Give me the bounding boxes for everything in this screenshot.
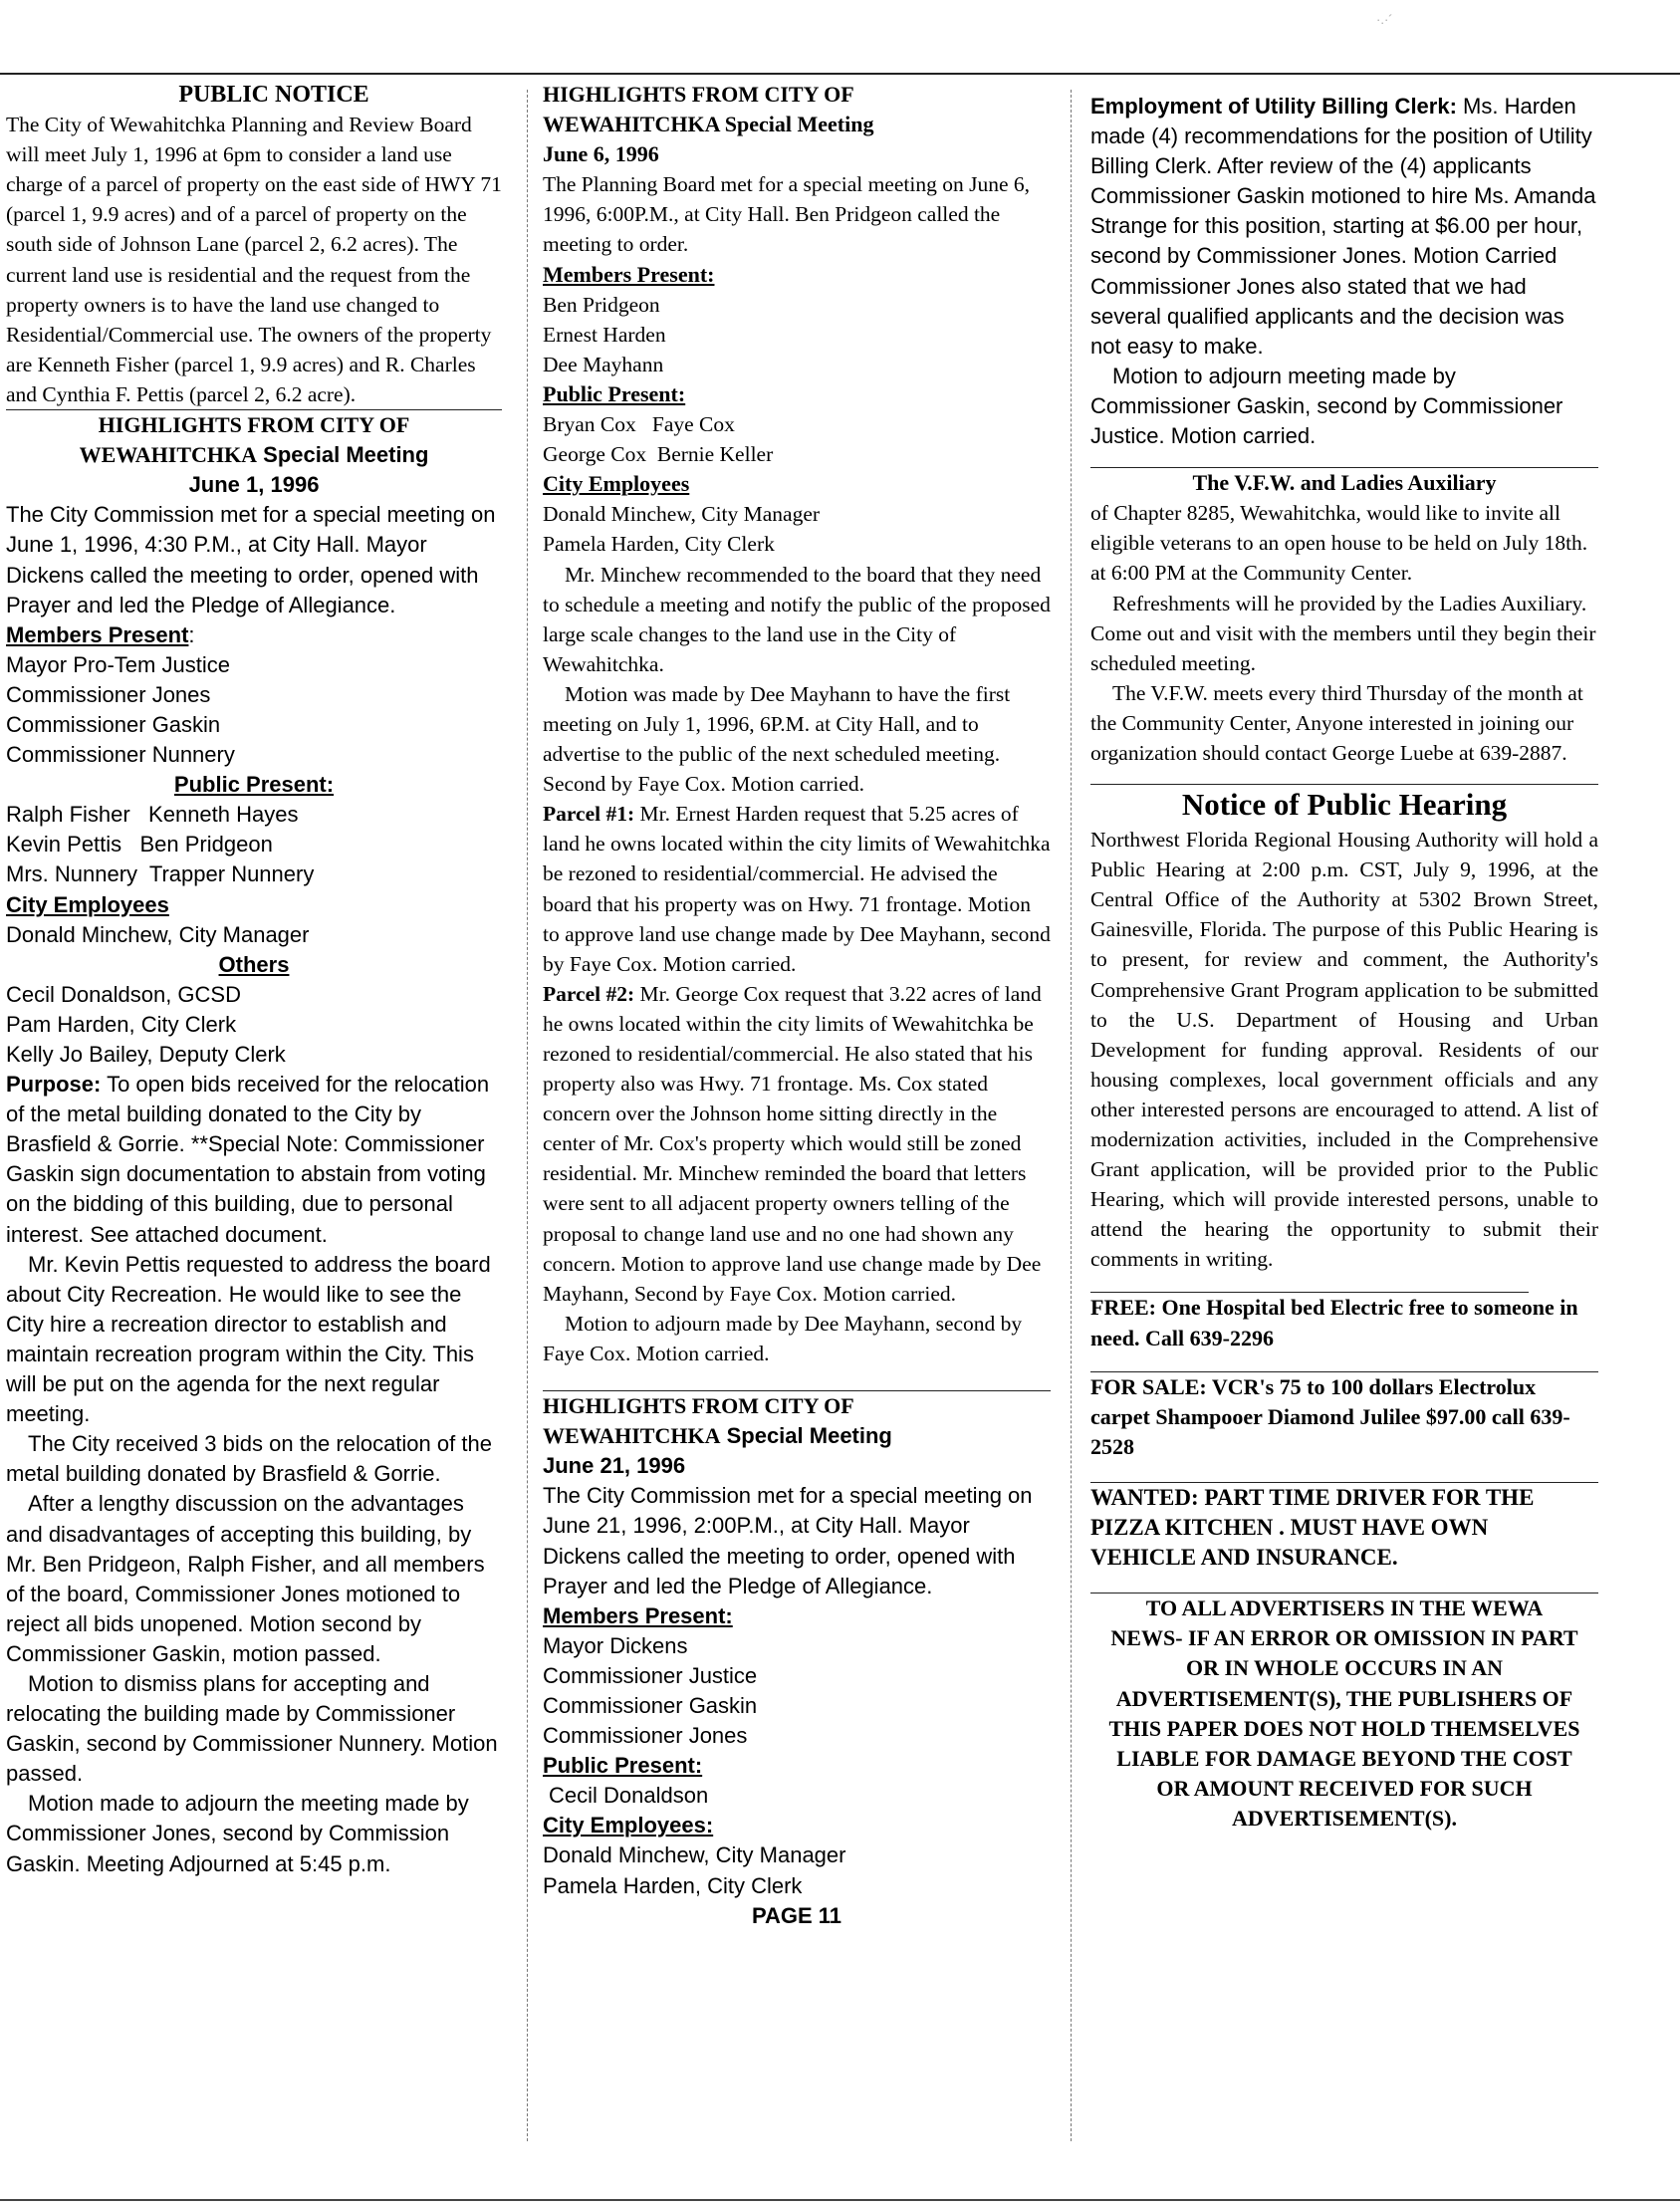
meeting-intro: The Planning Board met for a special meeting on June 6, 1996, 6:00P.M., at City Hall. Ben Pridgeon called the meeting to order. [543,172,1030,257]
member-name: Ernest Harden [543,322,666,347]
parcel-1-label: Parcel #1: [543,802,635,827]
city-employees-label: City Employees [543,471,690,497]
member-name: Commissioner Nunnery [6,742,235,768]
advertiser-disclaimer: TO ALL ADVERTISERS IN THE WEWA NEWS- IF AN ERROR OR OMISSION IN PART OR IN WHOLE OCCURS IN AN ADVERTISEMENT(S), THE PUBLISHERS OF THIS PAPER DOES NOT HOLD THEMSELVES LIABLE FOR DAMAGE BEYOND THE COST OR AMOUNT RECEIVED FOR SUCH ADVERTISEMENT(S). [1108,1595,1580,1831]
city-employees-label: City Employees: [543,1813,714,1839]
paragraph: The City received 3 bids on the relocation of the metal building donated by Brasfield & Gorrie. [6,1431,492,1487]
column-separator-left [527,90,528,2141]
vfw-paragraph: Refreshments will he provided by the Ladies Auxiliary. Come out and visit with the members until they begin their scheduled meeting. [1090,591,1596,675]
highlights-june-6 [543,80,1051,1368]
members-present-label: Members Present: [543,1602,733,1628]
members-present-label: Members Present: [543,261,715,287]
wanted-ad: WANTED: PART TIME DRIVER FOR THE PIZZA KITCHEN . MUST HAVE OWN VEHICLE AND INSURANCE. [1090,1484,1535,1571]
others-label: Others [218,951,290,977]
paragraph: Mr. Kevin Pettis requested to address the board about City Recreation. He would like to see the City hire a recreation director to establish and maintain recreation program within the City. This will be put on the agenda for the next regular meeting. [6,1251,491,1427]
member-name: Dee Mayhann [543,352,664,376]
members-present-label: Members Present [6,621,189,647]
other-name: Kelly Jo Bailey, Deputy Clerk [6,1042,286,1067]
top-rule [0,73,1680,75]
column-1 [6,80,502,1879]
employee-name: Pamela Harden, City Clerk [543,532,775,557]
employee-name: Donald Minchew, City Manager [543,1842,846,1868]
member-name: Ben Pridgeon [543,292,660,317]
vfw-title: The V.F.W. and Ladies Auxiliary [1192,470,1497,496]
purpose-label: Purpose: [6,1072,102,1098]
public-name: Bryan Cox Faye Cox [543,412,735,437]
member-name: Mayor Pro-Tem Justice [6,651,230,677]
public-present-label: Public Present: [543,1753,703,1779]
member-name: Commissioner Justice [543,1662,758,1688]
column-separator-right [1071,90,1072,2141]
paragraph: Motion to adjourn made by Dee Mayhann, second by Faye Cox. Motion carried. [543,1311,1023,1365]
meeting-date: June 1, 1996 [188,472,320,498]
members-colon: : [188,621,195,647]
column-2 [543,80,1051,1931]
public-name: Kevin Pettis Ben Pridgeon [6,832,273,858]
free-ad: FREE: One Hospital bed Electric free to someone in need. Call 639-2296 [1090,1295,1578,1350]
paragraph: Motion to dismiss plans for accepting and relocating the building made by Commissioner Gaskin, second by Commissioner Nunnery. Motion passed. [6,1670,498,1787]
section-title-meeting: Special Meeting [719,112,874,137]
meeting-date: June 6, 1996 [543,141,659,167]
scan-mark: ·.·´ [1376,12,1393,27]
member-name: Mayor Dickens [543,1632,688,1658]
public-present-label: Public Present: [173,772,335,798]
page-number: PAGE 11 [751,1902,842,1928]
section-title: HIGHLIGHTS FROM CITY OF [543,1393,854,1419]
section-title-city: WEWAHITCHKA [79,442,258,468]
public-notice-body: The City of Wewahitchka Planning and Review Board will meet July 1, 1996 at 6pm to consider a land use charge of a parcel of property on the east side of HWY 71 (parcel 1, 9.9 acres) and of a parcel of property on the south side of Johnson Lane (parcel 2, 6.2 acres). The current land use is residential and the request from the property owners is to have the land use changed to Residential/Commercial use. The owners of the property are Kenneth Fisher (parcel 1, 9.9 acres) and R. Charles and Cynthia F. Pettis (parcel 2, 6.2 acre). [6,113,502,406]
meeting-date: June 21, 1996 [543,1453,686,1479]
public-present-label: Public Present: [543,380,686,406]
column-3 [1090,92,1598,1834]
paragraph: Motion was made by Dee Mayhann to have the first meeting on July 1, 1996, 6P.M. at City Hall, and to advertise to the public of the next scheduled meeting. Second by Faye Cox. Motion carried. [543,681,1011,797]
section-title-meeting: Special Meeting [257,442,429,468]
section-title-meeting: Special Meeting [720,1423,892,1449]
section-title-city: WEWAHITCHKA [543,1423,721,1449]
vfw-paragraph: of Chapter 8285, Wewahitchka, would like to invite all eligible veterans to an open house to be held on July 18th. at 6:00 PM at the Community Center. [1090,501,1588,586]
public-notice-title: PUBLIC NOTICE [178,82,369,108]
meeting-intro: The City Commission met for a special meeting on June 1, 1996, 4:30 P.M., at City Hall. Mayor Dickens called the meeting to order, opened with Prayer and led the Pledge of Allegiance. [6,502,496,617]
member-name: Commissioner Gaskin [543,1692,758,1718]
hearing-body: Northwest Florida Regional Housing Authority will hold a Public Hearing at 2:00 p.m. CST, July 9, 1996, at the Central Office of the Authority at 5302 Brown Street, Gainesville, Florida. The purpose of this Public Hearing is to present, for review and comment, the Authority's Comprehensive Grant Program application to be submitted to the U.S. Department of Housing and Urban Development for funding approval. Residents of our housing complexes, local government officials and any other interested persons are encouraged to attend. A list of modernization activities, included in the Comprehensive Grant application, will be provided prior to the Public Hearing, which will provide interested persons, unable to attend the hearing the opportunity to submit their comments in writing. [1090,828,1598,1272]
utility-text: Ms. Harden made (4) recommendations for the position of Utility Billing Clerk. After review of the (4) applicants Commissioner Gaskin motioned to hire Ms. Amanda Strange for this position, starting at $6.00 per hour, second by Commissioner Jones. Motion Carried Commissioner Jones also stated that we had several qualified applicants and the decision was not easy to make. [1090,94,1596,359]
highlights-june-1 [6,410,502,1879]
paragraph: Mr. Minchew recommended to the board that they need to schedule a meeting and notify the public of the proposed large scale changes to the land use in the City of Wewahitchka. [543,562,1051,676]
paragraph: After a lengthy discussion on the advantages and disadvantages of accepting this building, by Mr. Ben Pridgeon, Ralph Fisher, and all members of the board, Commissioner Jones motioned to reject all bids unopened. Motion second by Commissioner Gaskin, motion passed. [6,1491,485,1666]
section-title: HIGHLIGHTS FROM CITY OF [543,82,854,107]
utility-billing-clerk [1090,92,1598,451]
parcel-1-text: Mr. Ernest Harden request that 5.25 acres of land he owns located within the city limits of Wewahitchka be rezoned to residential/commercial. He advised the board that his property was on Hwy. 71 frontage. Motion to approve land use change made by Dee Mayhann, second by Faye Cox. Motion carried. [543,802,1051,976]
public-name: George Cox Bernie Keller [543,442,774,467]
employee-name: Donald Minchew, City Manager [6,921,310,947]
public-name: Mrs. Nunnery Trapper Nunnery [6,861,315,887]
highlights-june-21 [543,1391,1051,1931]
section-title-city: WEWAHITCHKA [543,112,720,137]
other-name: Pam Harden, City Clerk [6,1011,237,1037]
public-name: Cecil Donaldson [549,1783,709,1809]
public-hearing-notice [1090,785,1598,1274]
public-notice [6,80,502,409]
city-employees-label: City Employees [6,891,169,917]
section-title: HIGHLIGHTS FROM CITY OF [98,412,410,438]
purpose-text: To open bids received for the relocation of the metal building donated to the City by Brasfield & Gorrie. **Special Note: Commissioner Gaskin sign documentation to abstain from voting on the bidding of this building, due to personal interest. See attached document. [6,1072,490,1247]
hearing-title: Notice of Public Hearing [1181,787,1508,823]
member-name: Commissioner Jones [543,1723,748,1749]
member-name: Commissioner Gaskin [6,711,221,737]
employee-name: Pamela Harden, City Clerk [543,1872,803,1898]
public-name: Ralph Fisher Kenneth Hayes [6,802,299,828]
employee-name: Donald Minchew, City Manager [543,502,821,527]
bottom-rule [0,2199,1680,2201]
paragraph: Motion made to adjourn the meeting made by Commissioner Jones, second by Commission Gaskin. Meeting Adjourned at 5:45 p.m. [6,1791,469,1876]
vfw-paragraph: The V.F.W. meets every third Thursday of the month at the Community Center, Anyone interested in joining our organization should contact George Luebe at 639-2887. [1090,680,1583,765]
other-name: Cecil Donaldson, GCSD [6,981,241,1007]
parcel-2-label: Parcel #2: [543,981,635,1006]
utility-label: Employment of Utility Billing Clerk: [1090,94,1457,119]
member-name: Commissioner Jones [6,681,211,707]
meeting-intro: The City Commission met for a special meeting on June 21, 1996, 2:00P.M., at City Hall. Mayor Dickens called the meeting to order, opened with Prayer and led the Pledge of Allegiance. [543,1483,1033,1598]
adjourn-text: Motion to adjourn meeting made by Commissioner Gaskin, second by Commissioner Justice. Motion carried. [1090,363,1563,449]
vfw-notice [1090,468,1598,768]
for-sale-ad: FOR SALE: VCR's 75 to 100 dollars Electrolux carpet Shampooer Diamond Julilee $97.00 call 639-2528 [1090,1373,1570,1459]
parcel-2-text: Mr. George Cox request that 3.22 acres of land he owns located within the city limits of Wewahitchka be rezoned to residential/commercial. He also stated that his property also was Hwy. 71 frontage. Ms. Cox stated concern over the Johnson home sitting directly in the center of Mr. Cox's property which would still be zoned residential. Mr. Minchew reminded the board that letters were sent to all adjacent property owners telling of the proposal to change land use and no one had shown any concern. Motion to approve land use change made by Dee Mayhann, Second by Faye Cox. Motion carried. [543,981,1042,1306]
